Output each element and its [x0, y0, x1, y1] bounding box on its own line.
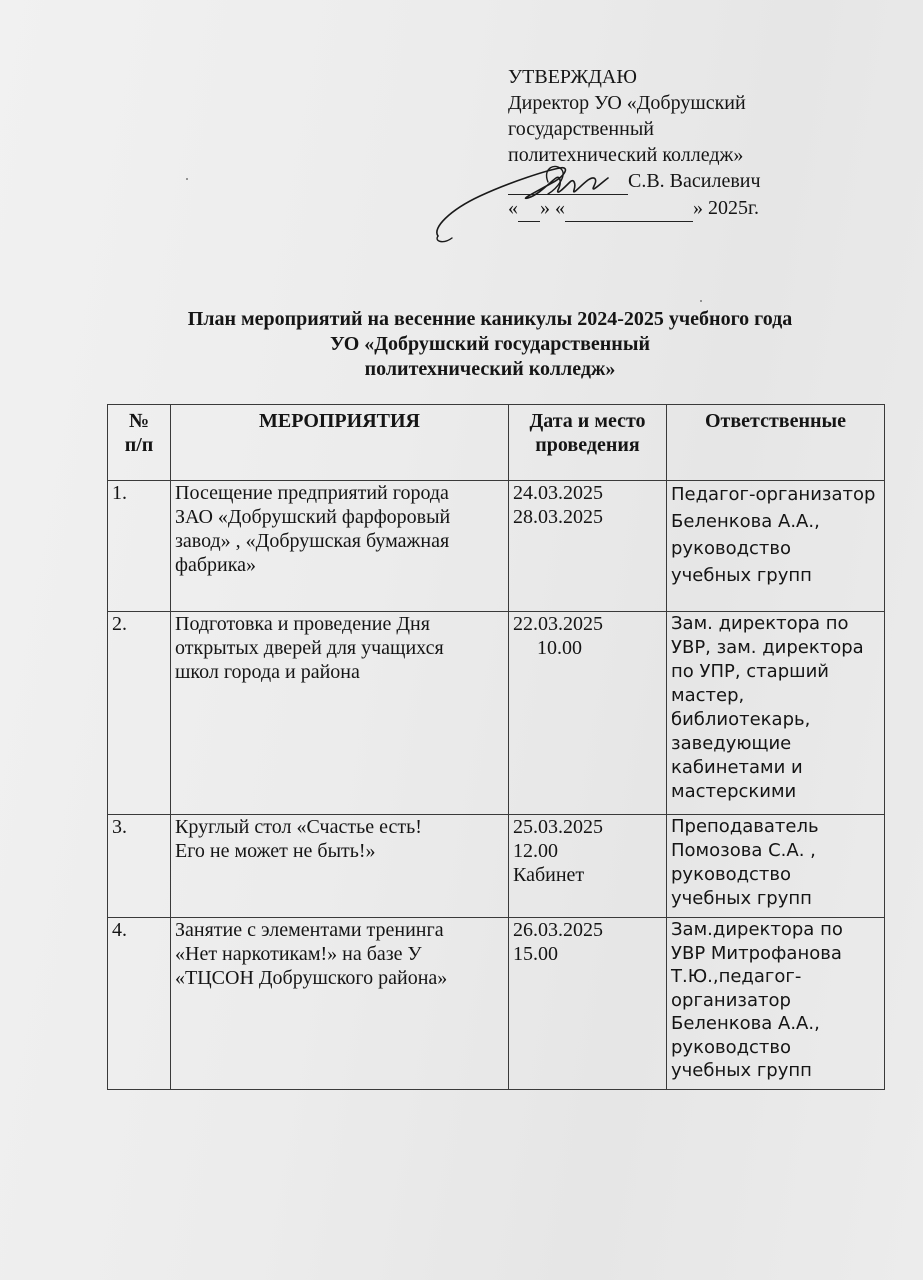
date-open-quote: « — [508, 197, 518, 219]
event-line: открытых дверей для учащихся — [175, 637, 444, 659]
responsible-line: организатор — [671, 989, 791, 1011]
header-num — [108, 405, 171, 481]
row-number: 2. — [108, 612, 171, 815]
responsible-line: по УПР, старший — [671, 661, 830, 682]
date-line: 25.03.2025 — [513, 816, 603, 838]
date-cell — [509, 612, 667, 815]
responsible-cell — [667, 918, 885, 1090]
event-line: Круглый стол «Счастье есть! — [175, 816, 422, 838]
date-line: 10.00 — [537, 637, 582, 659]
title-line-2: УО «Добрушский государственный — [330, 333, 650, 355]
event-cell — [171, 815, 509, 918]
date-line: 12.00 — [513, 840, 558, 862]
date-line: 15.00 — [513, 943, 558, 965]
responsible-line: Зам. директора по — [671, 613, 849, 634]
event-line: фабрика» — [175, 554, 257, 576]
date-line: 28.03.2025 — [513, 506, 603, 528]
responsible-line: мастерскими — [671, 781, 797, 802]
handwritten-signature — [430, 148, 620, 248]
event-line: Подготовка и проведение Дня — [175, 613, 430, 635]
event-line: Посещение предприятий города — [175, 482, 449, 504]
event-line: «ТЦСОН Добрушского района» — [175, 967, 448, 989]
responsible-line: руководство — [671, 1036, 792, 1058]
date-cell — [509, 918, 667, 1090]
date-cell — [509, 481, 667, 612]
responsible-line: Зам.директора по — [671, 919, 843, 940]
responsible-line: мастер, — [671, 685, 745, 706]
date-line: Кабинет — [513, 864, 585, 886]
responsible-line: учебных групп — [671, 565, 812, 586]
table-header-row — [108, 405, 885, 481]
header-responsible: Ответственные — [667, 405, 885, 481]
date-suffix: » 2025г. — [693, 197, 759, 219]
table-row — [108, 481, 885, 612]
scan-speck — [186, 178, 188, 180]
row-number: 4. — [108, 918, 171, 1090]
header-num-line-1: № — [128, 410, 150, 432]
event-line: «Нет наркотикам!» на базе У — [175, 943, 422, 965]
responsible-line: Преподаватель — [671, 816, 819, 837]
responsible-line: Беленкова А.А., — [671, 511, 820, 532]
title-line-3: политехнический колледж» — [364, 358, 616, 380]
date-line: 22.03.2025 — [513, 613, 603, 635]
event-line: Занятие с элементами тренинга — [175, 919, 444, 941]
approval-line-1: Директор УО «Добрушский — [508, 92, 746, 114]
responsible-line: заведующие — [671, 733, 792, 754]
responsible-line: УВР, зам. директора — [671, 637, 864, 658]
table-row — [108, 918, 885, 1090]
header-events: МЕРОПРИЯТИЯ — [171, 405, 509, 481]
responsible-line: Беленкова А.А., — [671, 1013, 820, 1034]
table-row — [108, 815, 885, 918]
date-line: 24.03.2025 — [513, 482, 603, 504]
approval-signer: С.В. Василевич — [628, 170, 761, 192]
event-line: завод» , «Добрушская бумажная — [175, 530, 450, 552]
table-row — [108, 612, 885, 815]
responsible-line: кабинетами и — [671, 757, 803, 778]
responsible-line: Педагог-организатор — [671, 484, 876, 505]
responsible-line: учебных групп — [671, 888, 812, 909]
document-title — [100, 307, 880, 382]
header-date — [509, 405, 667, 481]
responsible-line: учебных групп — [671, 1060, 812, 1081]
date-line: 26.03.2025 — [513, 919, 603, 941]
event-line: ЗАО «Добрушский фарфоровый — [175, 506, 451, 528]
responsible-line: Помозова С.А. , — [671, 840, 816, 861]
date-mid-quote: « — [555, 197, 565, 219]
row-number: 1. — [108, 481, 171, 612]
event-line: школ города и района — [175, 661, 360, 683]
responsible-line: УВР Митрофанова — [671, 942, 842, 964]
row-number: 3. — [108, 815, 171, 918]
header-date-line-2: проведения — [535, 434, 640, 456]
approval-heading: УТВЕРЖДАЮ — [508, 66, 637, 88]
responsible-line: руководство — [671, 864, 792, 885]
responsible-cell — [667, 612, 885, 815]
responsible-line: Т.Ю.,педагог- — [671, 966, 802, 987]
responsible-line: руководство — [671, 538, 792, 559]
event-line: Его не может не быть!» — [175, 840, 376, 862]
scan-speck — [700, 300, 702, 302]
events-table — [107, 404, 885, 1090]
approval-line-3: политехнический колледж» — [508, 144, 744, 166]
responsible-cell — [667, 815, 885, 918]
responsible-line: библиотекарь, — [671, 709, 811, 730]
approval-line-2: государственный — [508, 118, 654, 140]
title-line-1: План мероприятий на весенние каникулы 2024-2025 учебного года — [187, 308, 793, 330]
responsible-cell — [667, 481, 885, 612]
event-cell — [171, 612, 509, 815]
date-cell — [509, 815, 667, 918]
event-cell — [171, 918, 509, 1090]
header-num-line-2: п/п — [124, 434, 154, 456]
header-date-line-1: Дата и место — [529, 410, 646, 432]
event-cell — [171, 481, 509, 612]
date-close-quote: » — [540, 197, 550, 219]
